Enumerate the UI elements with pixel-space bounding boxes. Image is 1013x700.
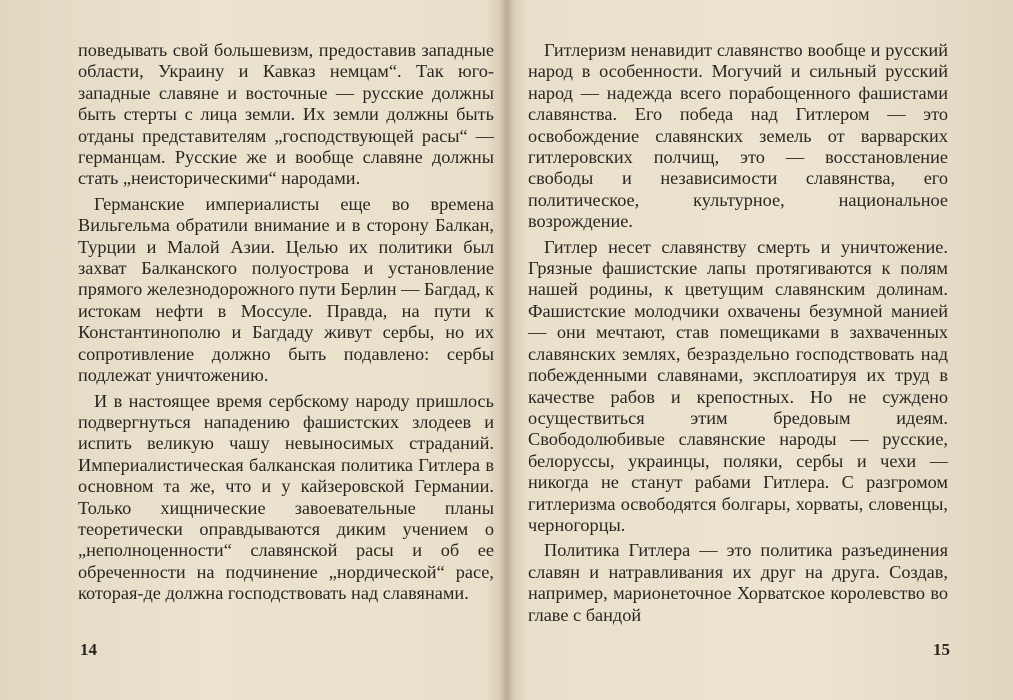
paragraph: Гитлеризм ненавидит славянство вообще и русский народ в особенности. Могучий и сильный русский народ — надежда всего порабощенного фашистами славянства. Его победа над Гитлером — это освобождение славянских земель от варварских гитлеровских полчищ, это — восстановление свободы и независимости славянства, его политическое, культурное, национальное возрождение. xyxy=(528,40,948,232)
page-number-right: 15 xyxy=(933,640,950,659)
left-page xyxy=(78,40,494,605)
right-page xyxy=(528,40,948,626)
paragraph: поведывать свой большевизм, предоставив западные области, Украину и Кавказ немцам“. Так юго-западные славяне и восточные — русские должны быть стерты с лица земли. Их земли должны быть отданы представителям „господствующей расы“ — германцам. Русские же и вообще славяне должны стать „неисторическими“ народами. xyxy=(78,40,494,189)
paragraph: Политика Гитлера — это политика разъединения славян и натравливания их друг на друга. Создав, например, марионеточное Хорватское королевство во главе с бандой xyxy=(528,540,948,625)
paragraph: Гитлер несет славянству смерть и уничтожение. Грязные фашистские лапы протягиваются к полям нашей родины, к цветущим славянским долинам. Фашистские молодчики охвачены безумной манией — они мечтают, став помещиками в захваченных славянских землях, безраздельно господствовать над побежденными славянами, эксплоатируя их труд в качестве рабов и крепостных. Но не суждено осуществиться этим бредовым идеям. Свободолюбивые славянские народы — русские, белоруссы, украинцы, поляки, сербы и чехи — никогда не станут рабами Гитлера. С разгромом гитлеризма освободятся болгары, хорваты, словенцы, черногорцы. xyxy=(528,236,948,535)
book-gutter xyxy=(500,0,514,700)
paragraph: И в настоящее время сербскому народу пришлось подвергнуться нападению фашистских злодеев и испить великую чашу невыносимых страданий. Империалистическая балканская политика Гитлера в основном та же, что и у кайзеровской Германии. Только хищнические завоевательные планы теоретически оправдываются диким учением о „неполноценности“ славянской расы и об ее обреченности на подчинение „нордической“ расе, которая-де должна господствовать над славянами. xyxy=(78,390,494,604)
paragraph: Германские империалисты еще во времена Вильгельма обратили внимание и в сторону Балкан, Турции и Малой Азии. Целью их политики был захват Балканского полуострова и установление прямого железнодорожного пути Берлин — Багдад, к истокам нефти в Моссуле. Правда, на пути к Константинополю и Багдаду живут сербы, но их сопротивление должно быть подавлено: сербы подлежат уничтожению. xyxy=(78,193,494,386)
page-number-left: 14 xyxy=(80,640,97,659)
